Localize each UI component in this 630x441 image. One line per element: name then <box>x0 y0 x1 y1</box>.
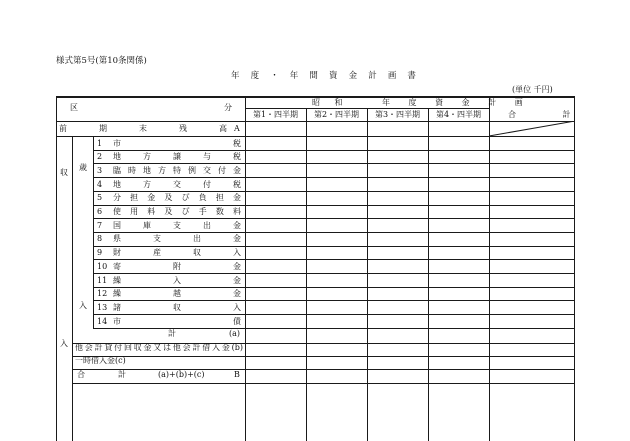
item-number: 1 <box>97 139 103 148</box>
loan-recovery-label: 他会計貸付回収金又は他会計借入金(b) <box>75 343 243 352</box>
item-number: 7 <box>97 221 103 230</box>
item-row-line <box>93 300 575 301</box>
item-row-line <box>93 177 575 178</box>
item-number: 10 <box>97 262 108 271</box>
item-number: 8 <box>97 234 103 243</box>
item-row-line <box>93 328 575 329</box>
item-row-line <box>93 191 575 192</box>
item-number: 13 <box>97 303 108 312</box>
item-number: 11 <box>97 276 108 285</box>
item-number: 3 <box>97 166 103 175</box>
item-label: 繰入金 <box>113 276 241 285</box>
header-category-left: 区 <box>70 103 78 112</box>
form-number: 様式第5号(第10条関係) <box>56 56 147 66</box>
temporary-loan-row-bottom <box>72 369 575 370</box>
subtotal-label: 計 <box>168 329 176 338</box>
revenue-column-border <box>93 136 94 329</box>
receipts-group-label: 収 <box>60 168 68 177</box>
item-row-line <box>93 218 575 219</box>
item-number: 2 <box>97 152 103 161</box>
header-quarter-4: 第4・四半期 <box>435 110 482 119</box>
total-column-border <box>489 96 490 441</box>
label-column-border <box>245 96 246 441</box>
revenue-group-label-bottom: 入 <box>79 301 87 310</box>
total-balance-diagonal <box>489 121 575 137</box>
item-label: 県支出金 <box>113 234 241 243</box>
item-label: 諸収入 <box>113 303 241 312</box>
item-label: 地方交付税 <box>113 180 241 189</box>
item-row-line <box>93 287 575 288</box>
subtotal-mark: (a) <box>229 329 241 338</box>
item-row-line <box>93 246 575 247</box>
item-number: 12 <box>97 289 108 298</box>
item-row-line <box>93 150 575 151</box>
table-left-border <box>56 96 57 441</box>
total-formula: (a)+(b)+(c) <box>158 370 205 379</box>
header-quarter-1: 第1・四半期 <box>252 110 299 119</box>
item-number: 6 <box>97 207 103 216</box>
total-row-bottom <box>72 383 575 384</box>
header-plan-label: 年 度 資 金 計 画 <box>382 98 531 107</box>
item-label: 寄附金 <box>113 262 241 271</box>
revenue-group-label-top: 歳 <box>79 163 87 172</box>
header-quarter-2: 第2・四半期 <box>313 110 360 119</box>
item-label: 財産収入 <box>113 248 241 257</box>
header-era: 昭 和 <box>312 98 349 107</box>
item-number: 14 <box>97 317 108 326</box>
in-group-label: 入 <box>60 339 68 348</box>
unit-label: (単位 千円) <box>512 85 553 94</box>
temporary-loan-label: 一時借入金(c) <box>75 356 126 365</box>
item-row-line <box>93 205 575 206</box>
item-number: 4 <box>97 180 103 189</box>
q1-column-border <box>306 108 307 441</box>
previous-balance-mark: A <box>234 124 240 133</box>
previous-balance-label: 前期末残高 <box>59 124 227 133</box>
item-label: 使用料及び手数料 <box>113 207 241 216</box>
item-label: 市税 <box>113 139 241 148</box>
header-quarter-3: 第3・四半期 <box>374 110 421 119</box>
header-category-right: 分 <box>224 103 232 112</box>
total-label: 合 <box>77 370 85 379</box>
item-row-line <box>93 163 575 164</box>
total-mark: B <box>234 370 240 379</box>
item-row-line <box>93 273 575 274</box>
item-label: 市債 <box>113 317 241 326</box>
table-right-border <box>574 96 575 441</box>
item-label: 国庫支出金 <box>113 221 241 230</box>
total-label-2: 計 <box>118 370 126 379</box>
receipts-column-border <box>72 136 73 441</box>
item-row-line <box>93 232 575 233</box>
header-total: 合 計 <box>508 110 593 119</box>
document-title: 年 度 ・ 年 間 資 金 計 画 書 <box>231 71 421 81</box>
item-label: 臨時地方特例交付金 <box>113 166 241 175</box>
item-label: 地方譲与税 <box>113 152 241 161</box>
item-label: 繰越金 <box>113 289 241 298</box>
item-label: 分担金及び負担金 <box>113 193 241 202</box>
item-number: 5 <box>97 193 103 202</box>
item-number: 9 <box>97 248 103 257</box>
item-row-line <box>93 314 575 315</box>
item-row-line <box>93 259 575 260</box>
q2-column-border <box>367 108 368 441</box>
q3-column-border <box>428 108 429 441</box>
